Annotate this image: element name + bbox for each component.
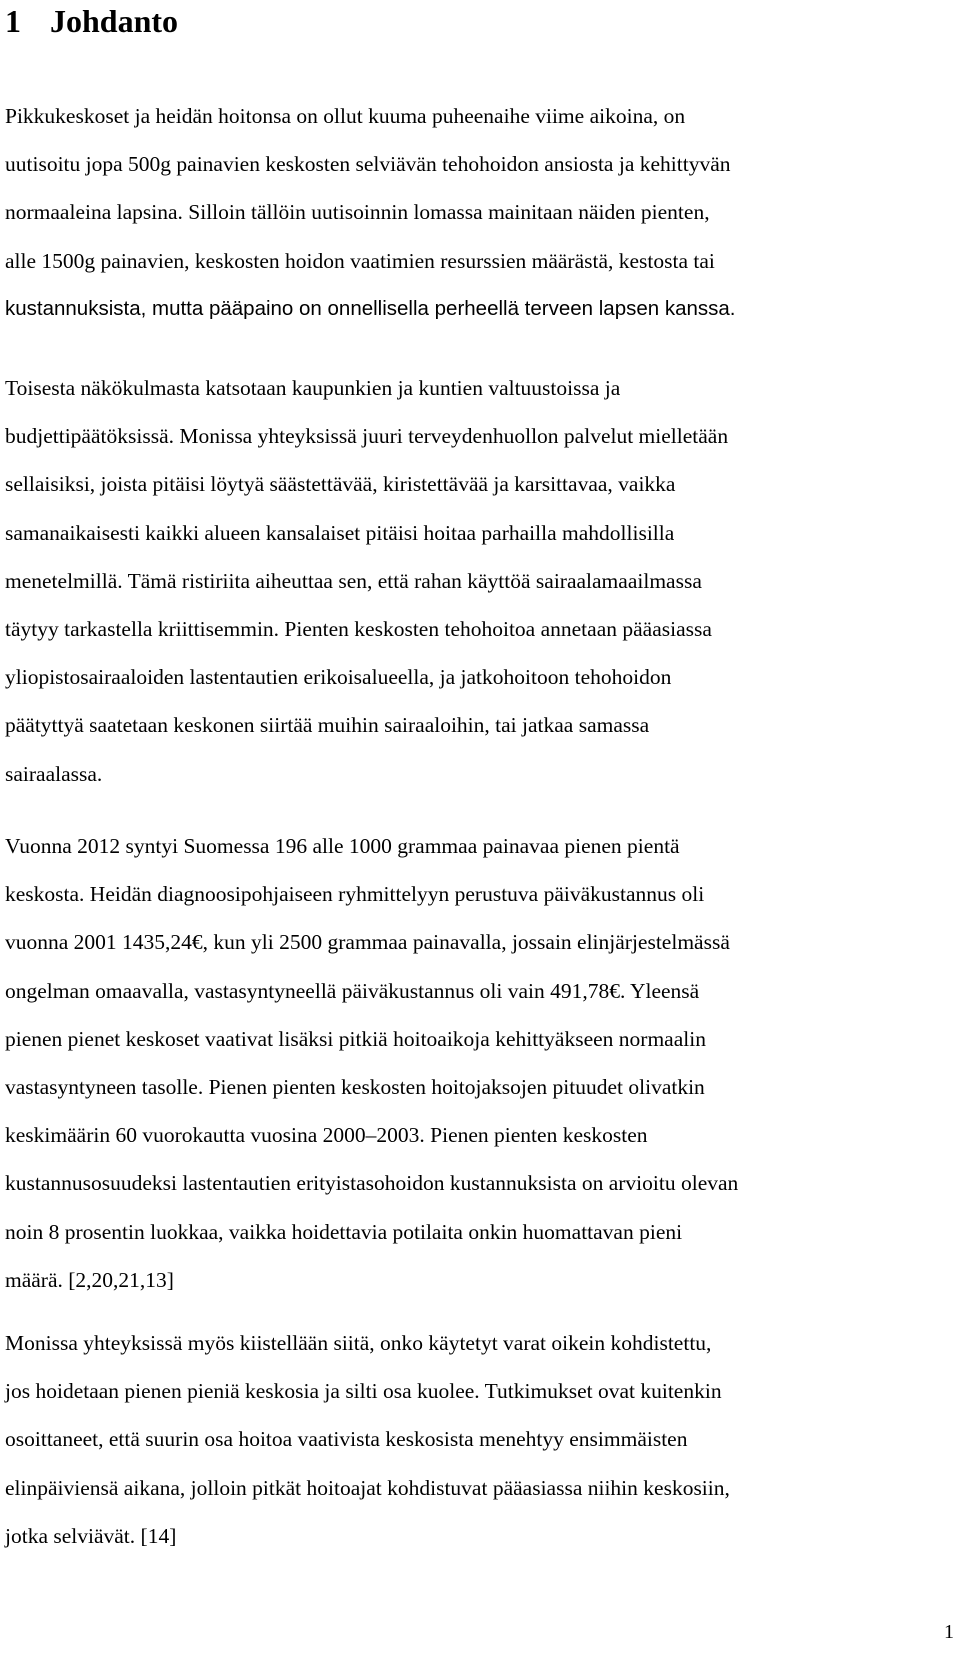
text-line: sairaalassa. (5, 761, 103, 786)
text-line: Pikkukeskoset ja heidän hoitonsa on ollut kuuma puheenaihe viime aikoina, on (5, 104, 686, 128)
text-line: päätyttyä saatetaan keskonen siirtää muihin sairaaloihin, tai jatkaa samassa (5, 713, 650, 738)
text-line: jotka selviävät. [14] (5, 1523, 177, 1548)
text-line: menetelmillä. Tämä ristiriita aiheuttaa sen, että rahan käyttöä sairaalamaailmassa (5, 568, 702, 593)
text-line: täytyy tarkastella kriittisemmin. Pienten keskosten tehohoitoa annetaan pääasiassa (5, 617, 712, 642)
text-line: keskosta. Heidän diagnoosipohjaiseen ryhmittelyyn perustuva päiväkustannus oli (5, 882, 705, 907)
paragraph-2 (5, 364, 955, 798)
text-line: alle 1500g painavien, keskosten hoidon vaatimien resurssien määrästä, kestosta tai (5, 248, 715, 273)
text-line: ongelman omaavalla, vastasyntyneellä päiväkustannus oli vain 491,78€. Yleensä (5, 978, 700, 1003)
text-line: normaaleina lapsina. Silloin tällöin uutisoinnin lomassa mainitaan näiden pienten, (5, 200, 710, 225)
text-line: elinpäiviensä aikana, jolloin pitkät hoitoajat kohdistuvat pääasiassa niihin keskosiin, (5, 1475, 730, 1500)
paragraph-3 (5, 822, 955, 1304)
section-title: Johdanto (50, 3, 179, 39)
text-line: osoittaneet, että suurin osa hoitoa vaativista keskosista menehtyy ensimmäisten (5, 1427, 688, 1452)
section-heading (5, 0, 955, 40)
text-line: keskimäärin 60 vuorokautta vuosina 2000–2003. Pienen pienten keskosten (5, 1123, 648, 1148)
text-line: vastasyntyneen tasolle. Pienen pienten keskosten hoitojaksojen pituudet olivatkin (5, 1075, 705, 1100)
text-line: kustannusosuudeksi lastentautien erityistasohoidon kustannuksista on arvioitu olevan (5, 1171, 739, 1196)
document-page (5, 0, 955, 1548)
text-line: kustannuksista, mutta pääpaino on onnellisella perheellä terveen lapsen kanssa. (5, 296, 736, 320)
text-line: sellaisiksi, joista pitäisi löytyä säästettävää, kiristettävää ja karsittavaa, vaikka (5, 472, 676, 497)
text-line: yliopistosairaaloiden lastentautien erikoisalueella, ja jatkohoitoon tehohoidon (5, 665, 672, 690)
text-line: pienen pienet keskoset vaativat lisäksi pitkiä hoitoaikoja kehittyäkseen normaalin (5, 1026, 706, 1051)
paragraph-1 (5, 92, 955, 333)
page-number: 1 (944, 1621, 954, 1643)
text-line: jos hoidetaan pienen pieniä keskosia ja silti osa kuolee. Tutkimukset ovat kuitenkin (5, 1379, 722, 1404)
section-number: 1 (5, 3, 21, 39)
text-line: uutisoitu jopa 500g painavien keskosten selviävän tehohoidon ansiosta ja kehittyvän (5, 152, 731, 177)
text-line: vuonna 2001 1435,24€, kun yli 2500 grammaa painavalla, jossain elinjärjestelmässä (5, 930, 730, 955)
text-line: samanaikaisesti kaikki alueen kansalaiset pitäisi hoitaa parhailla mahdollisilla (5, 520, 675, 545)
text-line: Toisesta näkökulmasta katsotaan kaupunkien ja kuntien valtuustoissa ja (5, 376, 621, 400)
text-line: Monissa yhteyksissä myös kiistellään siitä, onko käytetyt varat oikein kohdistettu, (5, 1331, 712, 1355)
text-line: noin 8 prosentin luokkaa, vaikka hoidettavia potilaita onkin huomattavan pieni (5, 1219, 683, 1244)
text-line: Vuonna 2012 syntyi Suomessa 196 alle 1000 grammaa painavaa pienen pientä (5, 834, 680, 858)
paragraph-4 (5, 1319, 955, 1560)
text-line: budjettipäätöksissä. Monissa yhteyksissä juuri terveydenhuollon palvelut mielletään (5, 424, 729, 449)
text-line: määrä. [2,20,21,13] (5, 1267, 174, 1292)
